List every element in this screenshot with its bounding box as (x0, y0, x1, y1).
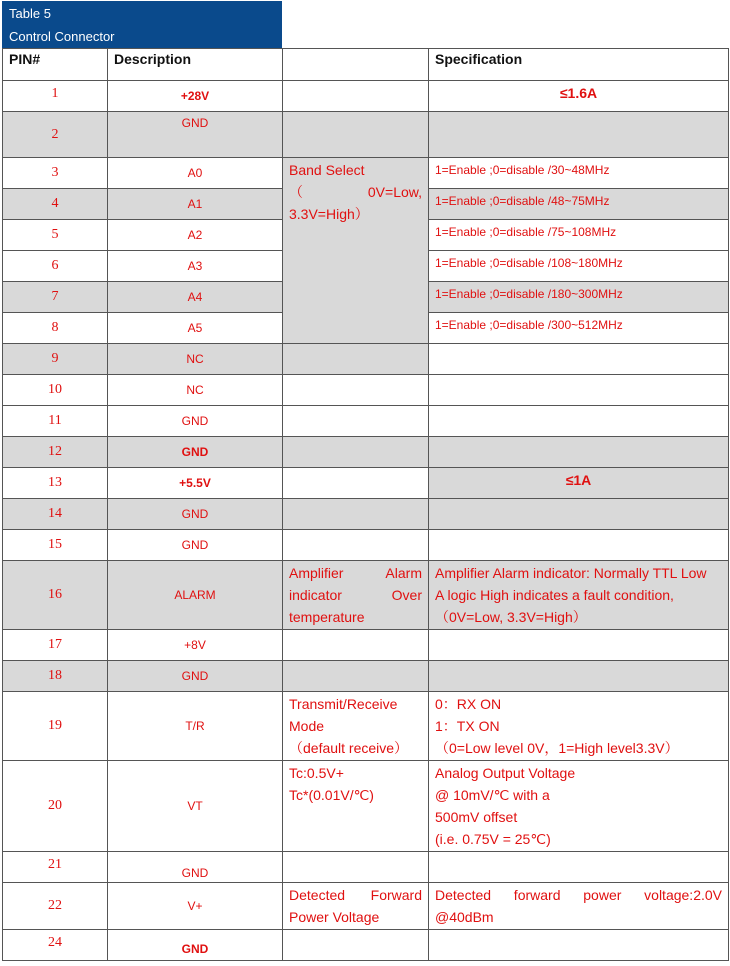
spec-line: 500mV offset (435, 809, 518, 825)
spec-cell (429, 406, 729, 437)
spec-line: Analog Output Voltage (435, 765, 576, 781)
spec-cell (429, 530, 729, 561)
function-cell (283, 930, 429, 961)
desc-cell: GND (108, 852, 283, 883)
desc-cell: A1 (108, 189, 283, 220)
desc-cell: GND (108, 930, 283, 961)
desc-cell: NC (108, 344, 283, 375)
desc-cell: GND (108, 406, 283, 437)
desc-cell: NC (108, 375, 283, 406)
spec-cell (429, 661, 729, 692)
document (2, 1, 728, 961)
table-caption (2, 1, 282, 48)
function-cell (283, 499, 429, 530)
spec-cell: 1=Enable ;0=disable /48~75MHz (429, 189, 729, 220)
table-row (3, 761, 729, 852)
spec-cell (429, 437, 729, 468)
function-cell (283, 761, 429, 852)
function-line: Power Voltage (289, 909, 380, 925)
table-row (3, 468, 729, 499)
header-row (3, 49, 729, 81)
spec-cell (429, 561, 729, 630)
function-cell (283, 630, 429, 661)
pin-cell: 3 (3, 158, 108, 189)
table-row (3, 112, 729, 158)
spec-cell (429, 761, 729, 852)
desc-cell: GND (108, 499, 283, 530)
band-select-cell (283, 158, 429, 344)
desc-cell: GND (108, 530, 283, 561)
pin-cell: 21 (3, 852, 108, 883)
band-select-paren: （ (289, 184, 303, 200)
spec-cell: ≤1A (429, 468, 729, 499)
table-row (3, 661, 729, 692)
function-cell (283, 661, 429, 692)
spec-line: (i.e. 0.75V = 25℃) (435, 831, 551, 847)
spec-line: A logic High indicates a fault condition, (435, 587, 674, 603)
pin-cell: 18 (3, 661, 108, 692)
table-row (3, 499, 729, 530)
desc-cell: +8V (108, 630, 283, 661)
pin-cell: 15 (3, 530, 108, 561)
pin-cell: 6 (3, 251, 108, 282)
function-line: temperature (289, 609, 365, 625)
spec-cell (429, 499, 729, 530)
spec-cell (429, 630, 729, 661)
function-line: Detected Forward (289, 887, 422, 903)
function-line: indicator Over (289, 587, 422, 603)
spec-cell (429, 692, 729, 761)
function-cell (283, 468, 429, 499)
spec-cell (429, 930, 729, 961)
function-cell (283, 530, 429, 561)
function-line: Amplifier Alarm (289, 565, 422, 581)
desc-cell: GND (108, 437, 283, 468)
spec-line: （0=Low level 0V，1=High level3.3V） (435, 740, 679, 756)
table-row (3, 530, 729, 561)
header-specification: Specification (429, 49, 729, 81)
function-cell (283, 112, 429, 158)
desc-cell: +28V (108, 81, 283, 112)
band-select-high: 3.3V=High） (289, 206, 369, 222)
header-pin: PIN# (3, 49, 108, 81)
pin-cell: 9 (3, 344, 108, 375)
spec-line: （0V=Low, 3.3V=High） (435, 609, 587, 625)
pin-cell: 14 (3, 499, 108, 530)
pin-cell: 22 (3, 883, 108, 930)
header-function (283, 49, 429, 81)
spec-cell (429, 344, 729, 375)
header-description: Description (108, 49, 283, 81)
spec-line: @ 10mV/℃ with a (435, 787, 550, 803)
desc-cell: A3 (108, 251, 283, 282)
desc-cell: GND (108, 112, 283, 158)
band-select-title: Band Select (289, 162, 365, 178)
spec-cell: 1=Enable ;0=disable /300~512MHz (429, 313, 729, 344)
pin-cell: 19 (3, 692, 108, 761)
function-cell (283, 406, 429, 437)
function-cell (283, 561, 429, 630)
table-row (3, 930, 729, 961)
pin-cell: 7 (3, 282, 108, 313)
desc-cell: V+ (108, 883, 283, 930)
pin-cell: 8 (3, 313, 108, 344)
function-line: Mode (289, 718, 325, 734)
spec-line: 0：RX ON (435, 696, 502, 712)
function-cell (283, 852, 429, 883)
desc-cell: A4 (108, 282, 283, 313)
function-line: Tc*(0.01V/℃) (289, 787, 374, 803)
pin-cell: 13 (3, 468, 108, 499)
pin-cell: 20 (3, 761, 108, 852)
desc-cell: VT (108, 761, 283, 852)
desc-cell: +5.5V (108, 468, 283, 499)
table-row (3, 406, 729, 437)
control-connector-table (2, 48, 729, 961)
function-cell (283, 344, 429, 375)
desc-cell: GND (108, 661, 283, 692)
pin-cell: 1 (3, 81, 108, 112)
band-select-low: 0V=Low, (367, 184, 422, 200)
spec-line: Amplifier Alarm indicator: Normally TTL Low (435, 565, 707, 581)
spec-cell: ≤1.6A (429, 81, 729, 112)
desc-cell: T/R (108, 692, 283, 761)
table-row (3, 883, 729, 930)
pin-cell: 10 (3, 375, 108, 406)
table-row (3, 375, 729, 406)
function-cell (283, 437, 429, 468)
spec-cell: 1=Enable ;0=disable /180~300MHz (429, 282, 729, 313)
pin-cell: 11 (3, 406, 108, 437)
spec-cell: 1=Enable ;0=disable /108~180MHz (429, 251, 729, 282)
spec-cell (429, 112, 729, 158)
function-line: Transmit/Receive (289, 696, 398, 712)
spec-cell: 1=Enable ;0=disable /30~48MHz (429, 158, 729, 189)
spec-line: 1：TX ON (435, 718, 500, 734)
table-row (3, 630, 729, 661)
caption-number: Table 5 (9, 6, 51, 21)
table-row (3, 561, 729, 630)
caption-title: Control Connector (9, 29, 115, 44)
pin-cell: 12 (3, 437, 108, 468)
spec-line: @40dBm (435, 909, 494, 925)
spec-cell (429, 375, 729, 406)
table-row (3, 81, 729, 112)
table-row (3, 437, 729, 468)
function-line: （default receive） (289, 740, 409, 756)
band-select-line2 (289, 181, 422, 203)
desc-cell: A5 (108, 313, 283, 344)
function-cell (283, 81, 429, 112)
pin-cell: 4 (3, 189, 108, 220)
desc-cell: ALARM (108, 561, 283, 630)
pin-cell: 16 (3, 561, 108, 630)
table-row (3, 692, 729, 761)
desc-cell: A0 (108, 158, 283, 189)
pin-cell: 24 (3, 930, 108, 961)
pin-cell: 17 (3, 630, 108, 661)
function-cell (283, 883, 429, 930)
table-row (3, 344, 729, 375)
pin-cell: 2 (3, 112, 108, 158)
spec-line: Detected forward power voltage:2.0V (435, 887, 722, 903)
table-row (3, 852, 729, 883)
spec-cell (429, 852, 729, 883)
spec-cell: 1=Enable ;0=disable /75~108MHz (429, 220, 729, 251)
desc-cell: A2 (108, 220, 283, 251)
pin-cell: 5 (3, 220, 108, 251)
function-cell (283, 692, 429, 761)
function-cell (283, 375, 429, 406)
table-row (3, 158, 729, 189)
function-line: Tc:0.5V+ (289, 765, 344, 781)
spec-cell (429, 883, 729, 930)
